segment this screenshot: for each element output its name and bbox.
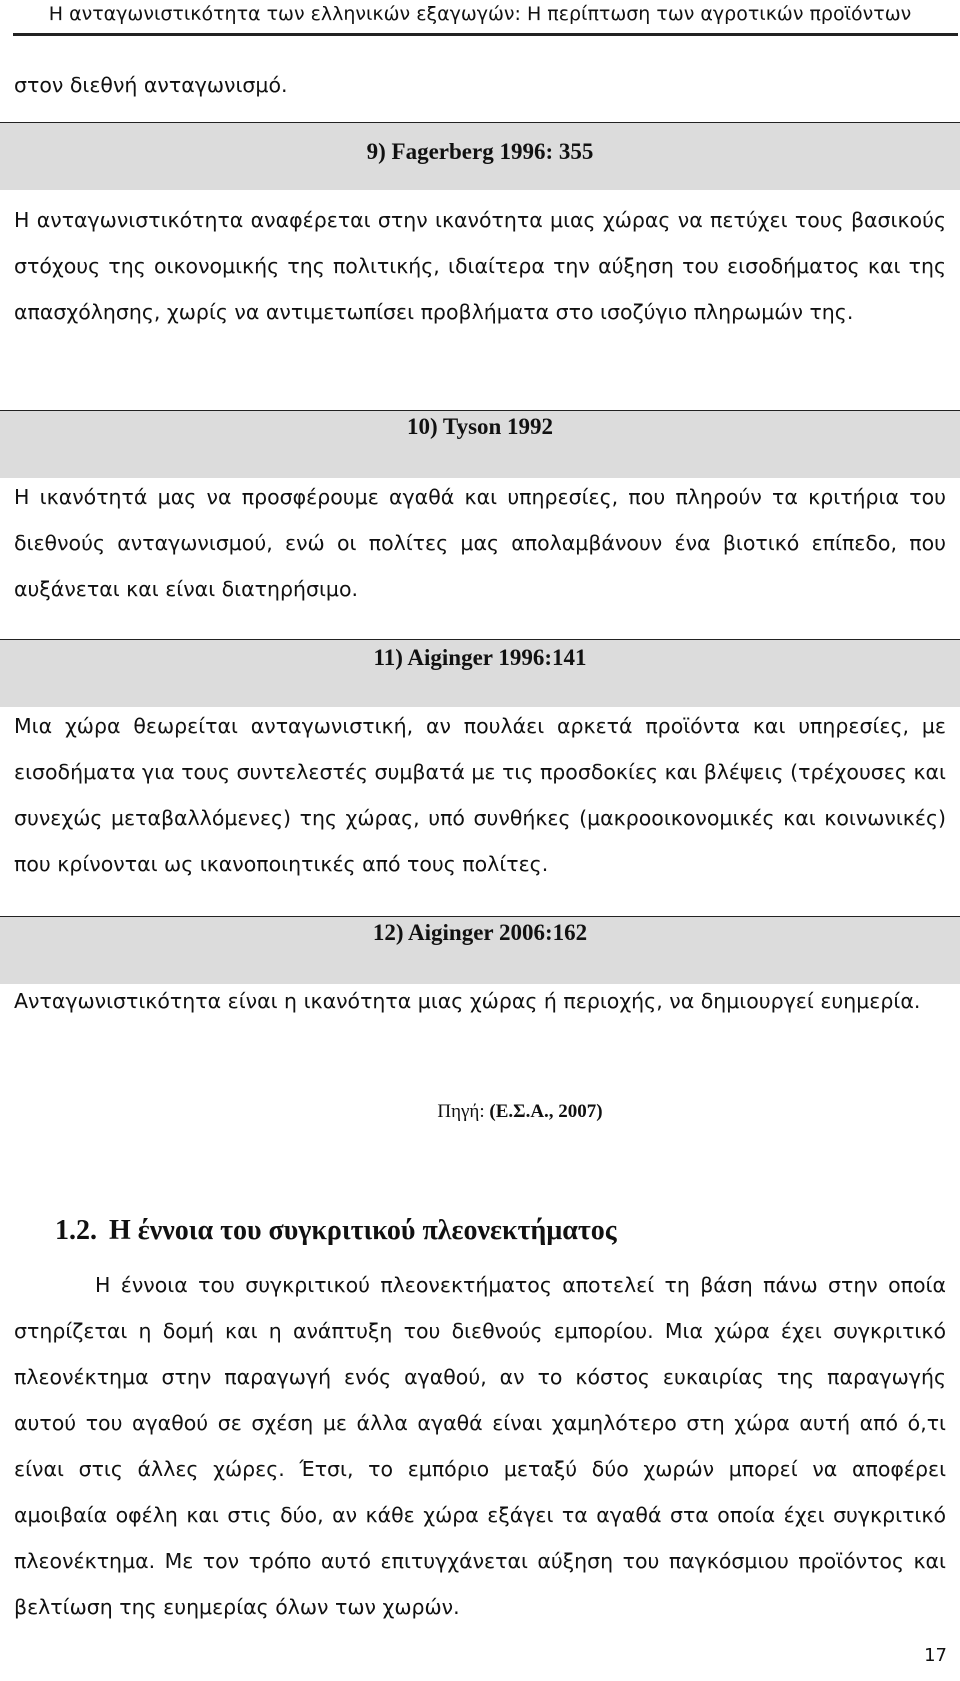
header-rule	[13, 33, 958, 36]
page-number: 17	[924, 1645, 947, 1666]
definition-text: Η ανταγωνιστικότητα αναφέρεται στην ικανότητα μιας χώρας να πετύχει τους βασικούς στόχους της οικονομικής της πολιτικής, ιδιαίτερα την αύξηση του εισοδήματος και της απασχόλησης, χωρίς να αντιμετωπίσει προβλήματα στο ισοζύγιο πληρωμών της.	[14, 208, 946, 324]
definition-heading: 10) Tyson 1992	[406, 414, 554, 439]
intro-fragment: στον διεθνή ανταγωνισμό.	[14, 73, 288, 97]
source-label: Πηγή:	[437, 1101, 485, 1122]
running-header	[0, 0, 960, 36]
section-heading	[55, 1213, 617, 1249]
definition-text: Μια χώρα θεωρείται ανταγωνιστική, αν πουλάει αρκετά προϊόντα και υπηρεσίες, με εισοδήματα για τους συντελεστές συμβατά με τις προσδοκίες και βλέψεις (τρέχουσες και συνεχώς μεταβαλλόμενες) της χώρας, υπό συνθήκες (μακροοικονομικές και κοινωνικές) που κρίνονται ως ικανοποιητικές από τους πολίτες.	[14, 714, 946, 876]
definition-text: Ανταγωνιστικότητα είναι η ικανότητα μιας χώρας ή περιοχής, να δημιουργεί ευημερία.	[14, 989, 921, 1013]
source-value: (Ε.Σ.Α., 2007)	[489, 1101, 603, 1122]
source-note	[0, 1099, 960, 1125]
section-paragraph: Η έννοια του συγκριτικού πλεονεκτήματος αποτελεί τη βάση πάνω στην οποία στηρίζεται η δομή και η ανάπτυξη του διεθνούς εμπορίου. Μια χώρα έχει συγκριτικό πλεονέκτημα στην παραγωγή ενός αγαθού, αν το κόστος ευκαιρίας της παραγωγής αυτού του αγαθού σε σχέση με άλλα αγαθά είναι χαμηλότερο στη χώρα αυτή από ό,τι είναι στις άλλες χώρες. Έτσι, το εμπόριο μεταξύ δύο χωρών μπορεί να αποφέρει αμοιβαία οφέλη και στις δύο, αν κάθε χώρα εξάγει τα αγαθά στα οποία έχει συγκριτικό πλεονέκτημα. Με τον τρόπο αυτό επιτυγχάνεται αύξηση του παγκόσμιου προϊόντος και βελτίωση της ευημερίας όλων των χωρών.	[14, 1273, 946, 1619]
definition-heading: 9) Fagerberg 1996: 355	[366, 139, 594, 164]
running-header-title: Η ανταγωνιστικότητα των ελληνικών εξαγωγών: Η περίπτωση των αγροτικών προϊόντων	[48, 3, 912, 25]
section-number: 1.2.	[55, 1215, 97, 1246]
section-title: Η έννοια του συγκριτικού πλεονεκτήματος	[109, 1215, 617, 1246]
definition-heading: 12) Aiginger 2006:162	[372, 920, 588, 945]
definition-heading: 11) Aiginger 1996:141	[373, 645, 587, 670]
definition-text: Η ικανότητά μας να προσφέρουμε αγαθά και υπηρεσίες, που πληρούν τα κριτήρια του διεθνούς ανταγωνισμού, ενώ οι πολίτες μας απολαμβάνουν ένα βιοτικό επίπεδο, που αυξάνεται και είναι διατηρήσιμο.	[14, 485, 946, 601]
